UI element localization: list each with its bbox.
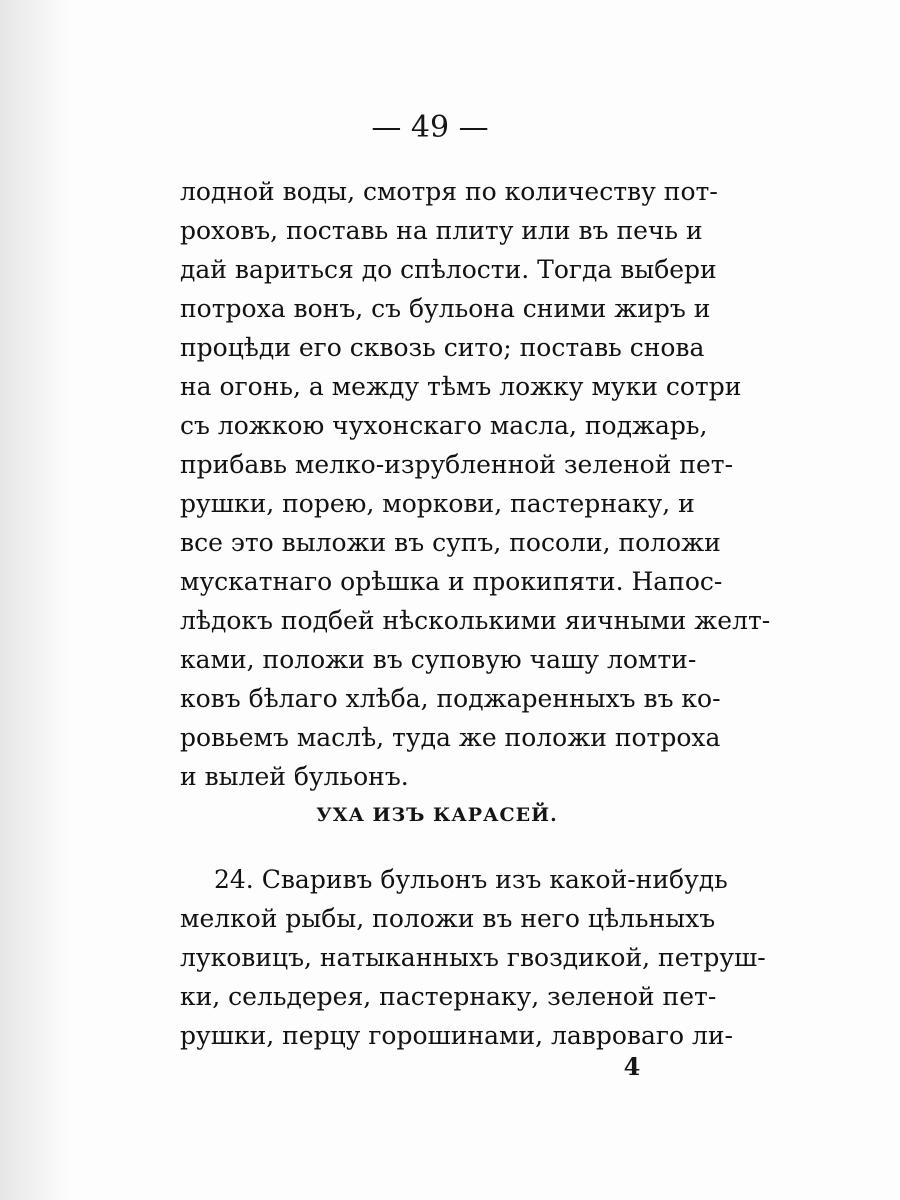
recipe-paragraph-24 — [180, 860, 766, 1055]
scan-edge-shadow — [0, 0, 70, 1200]
text-line: рушки, перцу горошинами, лавроваго ли- — [180, 1021, 733, 1050]
text-line: мелкой рыбы, положи въ него цѣльныхъ — [180, 904, 716, 933]
text-line: дай вариться до спѣлости. Тогда выбери — [180, 255, 717, 284]
text-line: ковъ бѣлаго хлѣба, поджаренныхъ въ ко- — [180, 684, 721, 713]
page-number: — 49 — — [371, 110, 489, 145]
text-line: ки, сельдерея, пастернаку, зеленой пет- — [180, 982, 717, 1011]
text-line: на огонь, а между тѣмъ ложку муки сотри — [180, 372, 742, 401]
signature-mark: 4 — [623, 1052, 641, 1081]
text-line: процѣди его сквозь сито; поставь снова — [180, 333, 705, 362]
text-line: ками, положи въ суповую чашу ломти- — [180, 645, 697, 674]
text-line: роховъ, поставь на плиту или въ печь и — [180, 216, 703, 245]
section-heading: УХА ИЗЪ КАРАСЕЙ. — [316, 804, 558, 826]
text-line: ровьемъ маслѣ, туда же положи потроха — [180, 723, 721, 752]
text-line: мускатнаго орѣшка и прокипяти. Напос- — [180, 567, 723, 596]
text-line: рушки, порею, моркови, пастернаку, и — [180, 489, 695, 518]
text-line: потроха вонъ, съ бульона сними жиръ и — [180, 294, 711, 323]
text-line: лѣдокъ подбей нѣсколькими яичными желт- — [180, 606, 771, 635]
text-line: луковицъ, натыканныхъ гвоздикой, петруш- — [180, 943, 766, 972]
text-line: прибавь мелко-изрубленной зеленой пет- — [180, 450, 734, 479]
text-line: все это выложи въ супъ, посоли, положи — [180, 528, 721, 557]
text-line: лодной воды, смотря по количеству пот- — [180, 177, 718, 206]
text-line: съ ложкою чухонскаго масла, поджарь, — [180, 411, 708, 440]
recipe-paragraph-continued — [180, 172, 771, 796]
text-line: 24. Сваривъ бульонъ изъ какой-нибудь — [214, 865, 728, 894]
text-line: и вылей бульонъ. — [180, 762, 409, 791]
